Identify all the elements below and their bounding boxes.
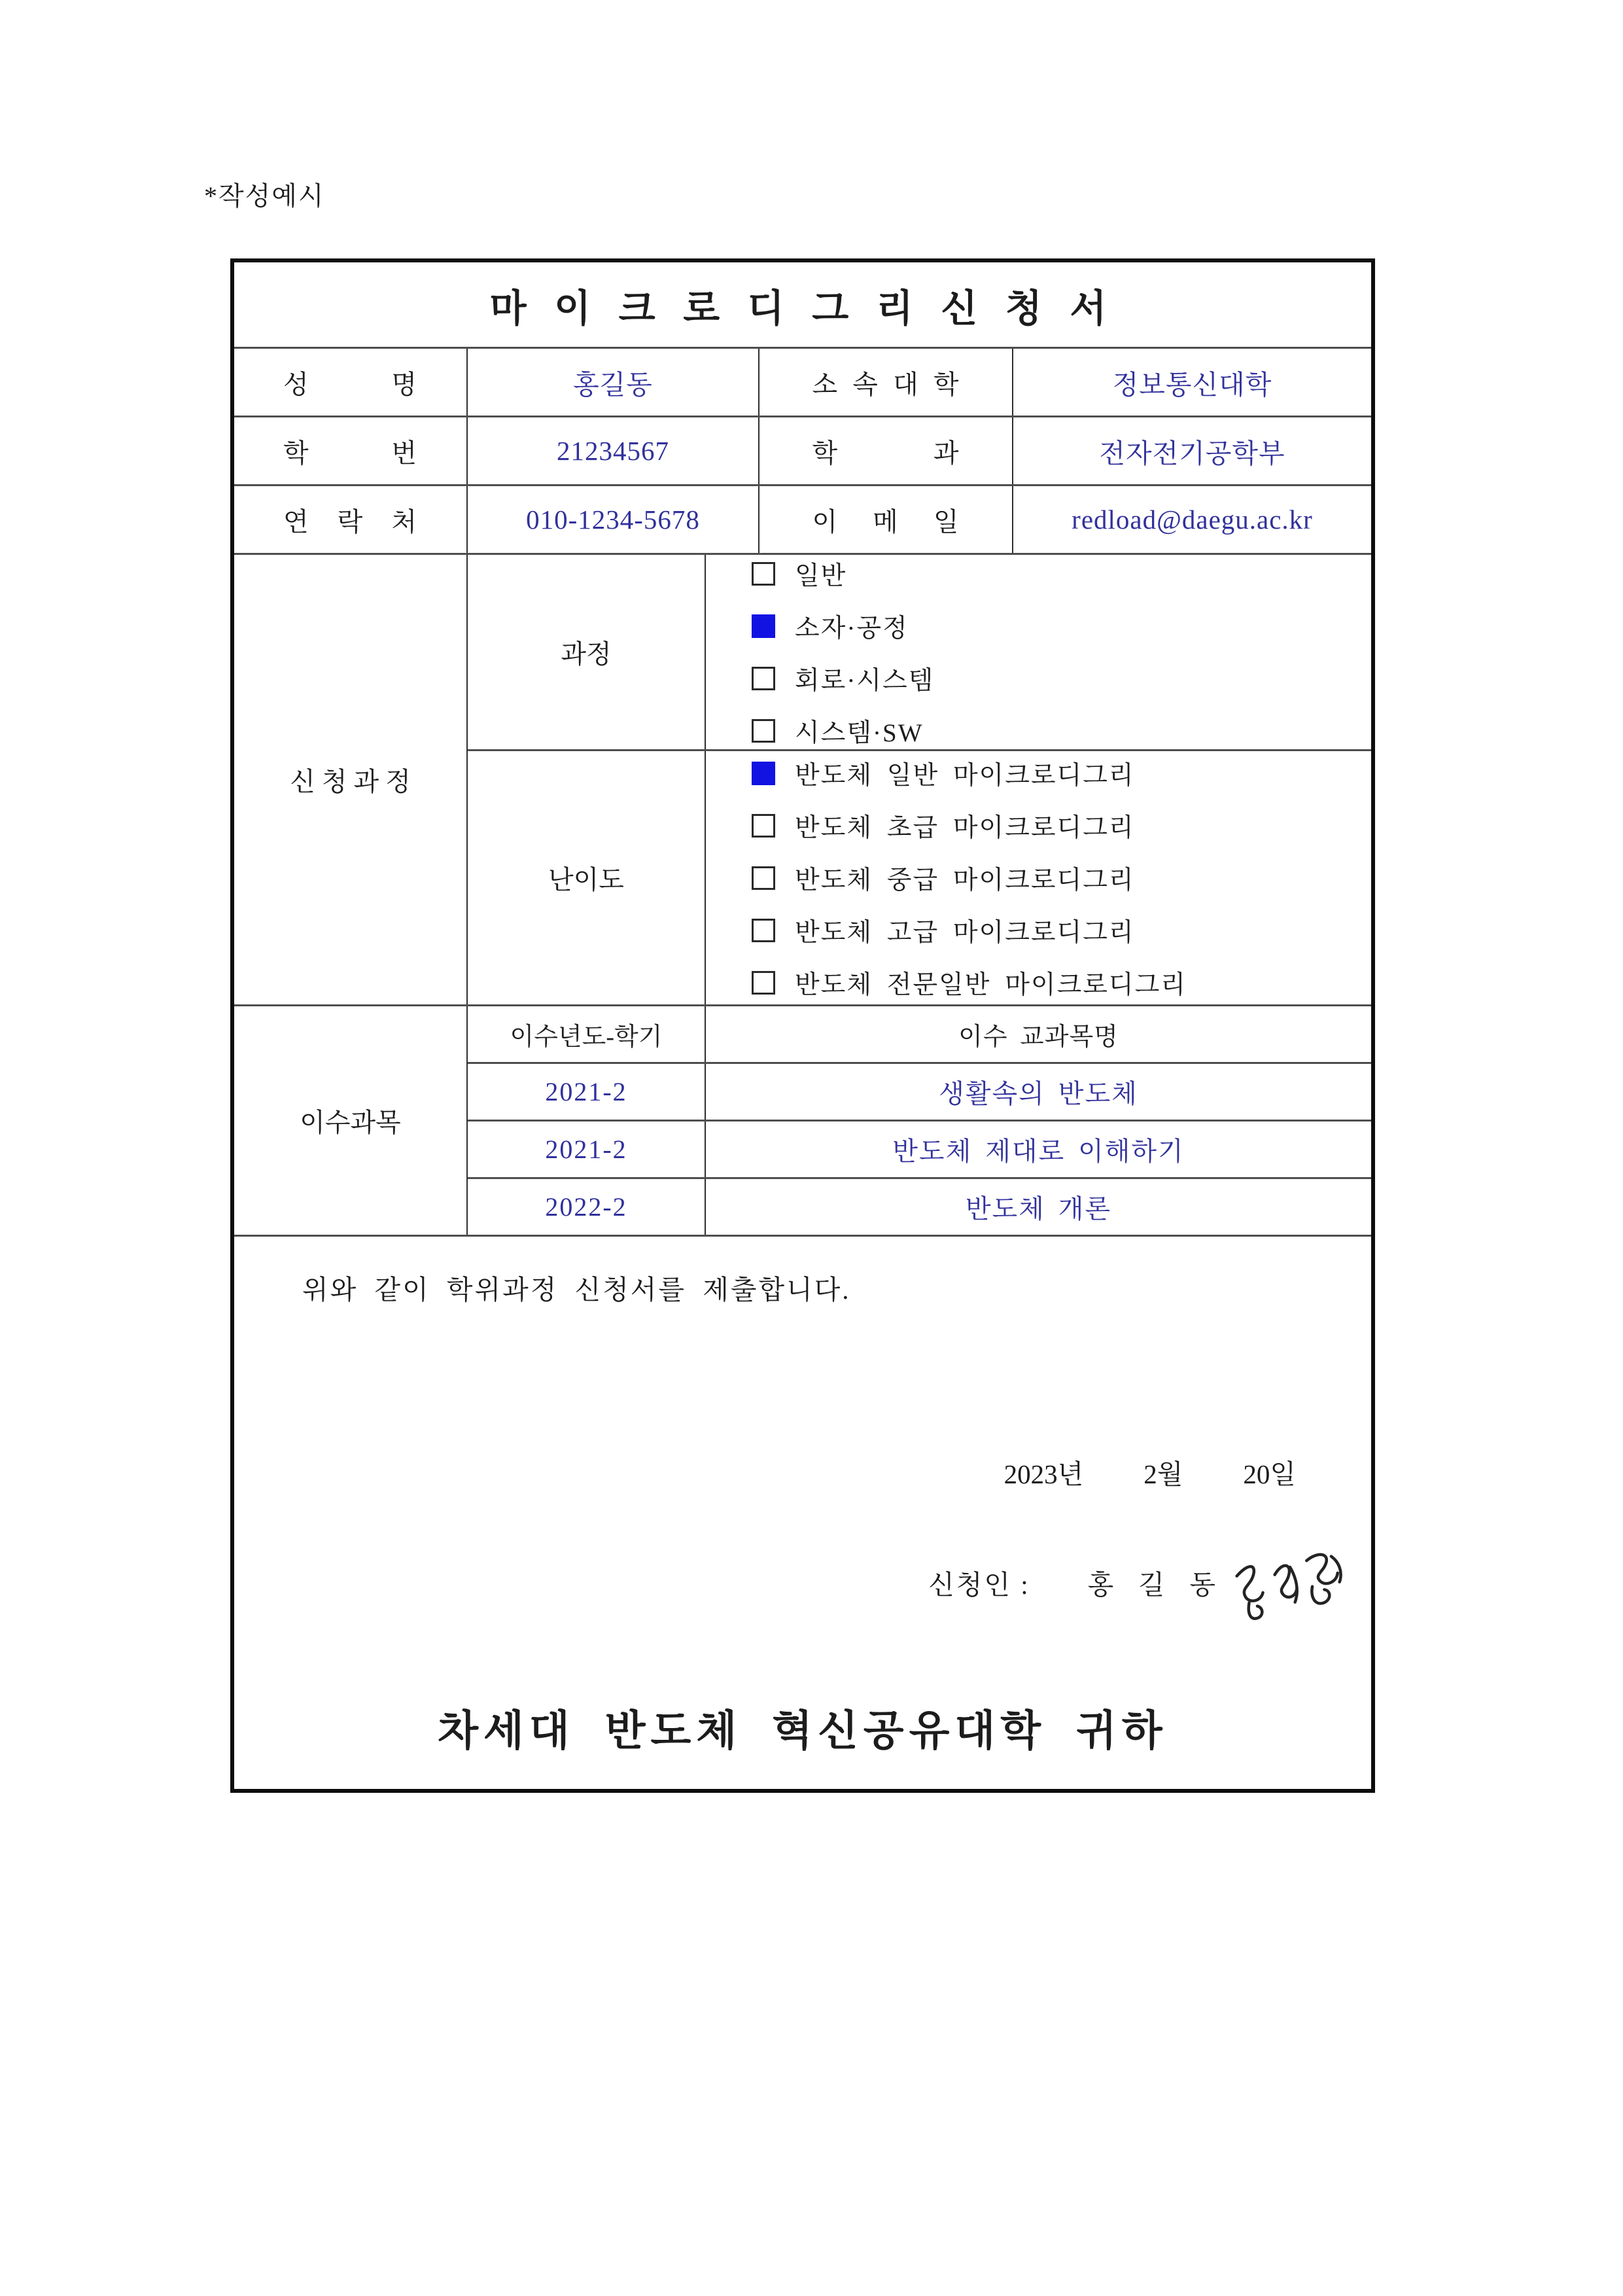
- completed-courses-section: [234, 1006, 1371, 1237]
- application-section: [234, 555, 1371, 1006]
- courses-header-row: [468, 1006, 1371, 1064]
- course-name-value: 반도체 개론: [965, 1194, 1112, 1224]
- name-value-field[interactable]: [468, 349, 759, 415]
- date-year: 2023년: [1003, 1459, 1084, 1489]
- table-row: [468, 1122, 1371, 1179]
- email-label: 이 메 일: [812, 506, 960, 537]
- form-title: 마 이 크 로 디 그 리 신 청 서: [489, 287, 1116, 330]
- option-semiconductor-intermediate[interactable]: [752, 860, 1371, 896]
- submission-date: [1004, 1453, 1296, 1491]
- application-section-body: [468, 555, 1371, 1004]
- course-name-value: 생활속의 반도체: [939, 1079, 1138, 1108]
- option-system-sw-label: 시스템·SW: [795, 718, 924, 747]
- option-semiconductor-beginner[interactable]: [752, 807, 1371, 844]
- option-circuit-system[interactable]: [752, 660, 1371, 697]
- form-footer: [234, 1237, 1371, 1789]
- course-term-cell[interactable]: [468, 1179, 706, 1235]
- applicant-name: 홍 길 동: [1087, 1569, 1225, 1600]
- checkbox-device-process-icon[interactable]: [752, 614, 775, 638]
- course-term-value: 2022-2: [545, 1192, 627, 1222]
- course-name-header-cell: [706, 1006, 1371, 1062]
- checkbox-circuit-system-icon[interactable]: [752, 667, 775, 690]
- term-header: 이수년도-학기: [510, 1023, 663, 1051]
- college-label-cell: [759, 349, 1013, 415]
- application-section-label: 신 청 과 정: [290, 767, 411, 796]
- email-value: redload@daegu.ac.kr: [1072, 504, 1313, 535]
- form-title-row: [234, 262, 1371, 349]
- course-type-label-cell: [468, 555, 706, 749]
- course-name-cell[interactable]: [706, 1122, 1371, 1177]
- info-row-student-id: [234, 417, 1371, 486]
- email-label-cell: [759, 486, 1013, 553]
- option-system-sw[interactable]: [752, 713, 1371, 749]
- completed-courses-label-cell: [234, 1006, 468, 1235]
- checkbox-system-sw-icon[interactable]: [752, 719, 775, 743]
- table-row: [468, 1064, 1371, 1122]
- course-type-subrow: [468, 555, 1371, 751]
- option-general[interactable]: [752, 556, 1371, 592]
- applicant-line: [928, 1543, 1353, 1621]
- difficulty-label-cell: [468, 751, 706, 1004]
- application-form-table: [230, 258, 1375, 1793]
- name-label-cell: [234, 349, 468, 415]
- department-label-cell: [759, 417, 1013, 484]
- option-semiconductor-general-label: 반도체 일반 마이크로디그리: [795, 761, 1135, 790]
- info-row-contact: [234, 486, 1371, 555]
- name-label: 성 명: [283, 369, 417, 399]
- name-value: 홍길동: [573, 369, 653, 400]
- option-circuit-system-label: 회로·시스템: [795, 666, 935, 695]
- option-device-process[interactable]: [752, 608, 1371, 645]
- application-section-label-cell: [234, 555, 468, 1004]
- difficulty-options: [706, 751, 1371, 1004]
- checkbox-semiconductor-intermediate-icon[interactable]: [752, 866, 775, 890]
- term-header-cell: [468, 1006, 706, 1062]
- option-semiconductor-beginner-label: 반도체 초급 마이크로디그리: [795, 813, 1135, 842]
- contact-value-field[interactable]: [468, 486, 759, 553]
- option-semiconductor-general[interactable]: [752, 755, 1371, 792]
- applicant-signature-icon: [1226, 1544, 1355, 1631]
- course-name-value: 반도체 제대로 이해하기: [892, 1137, 1185, 1166]
- department-value-field[interactable]: [1013, 417, 1371, 484]
- option-semiconductor-intermediate-label: 반도체 중급 마이크로디그리: [795, 866, 1135, 894]
- recipient-line: 차세대 반도체 혁신공유대학 귀하: [438, 1708, 1168, 1754]
- student-id-label-cell: [234, 417, 468, 484]
- course-name-cell[interactable]: [706, 1064, 1371, 1120]
- email-value-field[interactable]: [1013, 486, 1371, 553]
- completed-courses-label: 이수과목: [300, 1108, 401, 1137]
- course-term-cell[interactable]: [468, 1064, 706, 1120]
- option-semiconductor-professional[interactable]: [752, 964, 1371, 1001]
- college-value-field[interactable]: [1013, 349, 1371, 415]
- student-id-label: 학 번: [283, 438, 417, 468]
- course-type-label: 과정: [561, 639, 612, 669]
- table-row: [468, 1179, 1371, 1235]
- example-note: *작성예시: [204, 181, 325, 211]
- course-term-cell[interactable]: [468, 1122, 706, 1177]
- checkbox-semiconductor-beginner-icon[interactable]: [752, 814, 775, 838]
- info-row-name: [234, 349, 1371, 417]
- college-label: 소 속 대 학: [812, 369, 960, 399]
- checkbox-semiconductor-professional-icon[interactable]: [752, 971, 775, 995]
- date-month: 2월: [1143, 1459, 1183, 1489]
- option-semiconductor-advanced-label: 반도체 고급 마이크로디그리: [795, 918, 1135, 947]
- completed-courses-body: [468, 1006, 1371, 1235]
- checkbox-semiconductor-general-icon[interactable]: [752, 762, 775, 785]
- college-value: 정보통신대학: [1112, 369, 1272, 400]
- option-general-label: 일반: [795, 561, 847, 590]
- difficulty-label: 난이도: [548, 865, 624, 894]
- course-term-value: 2021-2: [545, 1135, 627, 1164]
- contact-value: 010-1234-5678: [526, 504, 700, 535]
- checkbox-semiconductor-advanced-icon[interactable]: [752, 919, 775, 942]
- option-semiconductor-advanced[interactable]: [752, 912, 1371, 949]
- student-id-value: 21234567: [557, 436, 669, 466]
- option-semiconductor-professional-label: 반도체 전문일반 마이크로디그리: [795, 970, 1187, 999]
- submission-statement: 위와 같이 학위과정 신청서를 제출합니다.: [302, 1275, 851, 1305]
- difficulty-subrow: [468, 751, 1371, 1004]
- course-term-value: 2021-2: [545, 1077, 627, 1106]
- course-type-options: [706, 555, 1371, 749]
- contact-label-cell: [234, 486, 468, 553]
- course-name-header: 이수 교과목명: [958, 1023, 1119, 1051]
- department-label: 학 과: [812, 438, 960, 468]
- student-id-value-field[interactable]: [468, 417, 759, 484]
- applicant-label: 신청인 :: [928, 1569, 1030, 1600]
- contact-label: 연 락 처: [283, 506, 417, 537]
- option-device-process-label: 소자·공정: [795, 614, 909, 643]
- checkbox-general-icon[interactable]: [752, 562, 775, 586]
- course-name-cell[interactable]: [706, 1179, 1371, 1235]
- date-day: 20일: [1243, 1459, 1296, 1489]
- department-value: 전자전기공학부: [1099, 438, 1285, 468]
